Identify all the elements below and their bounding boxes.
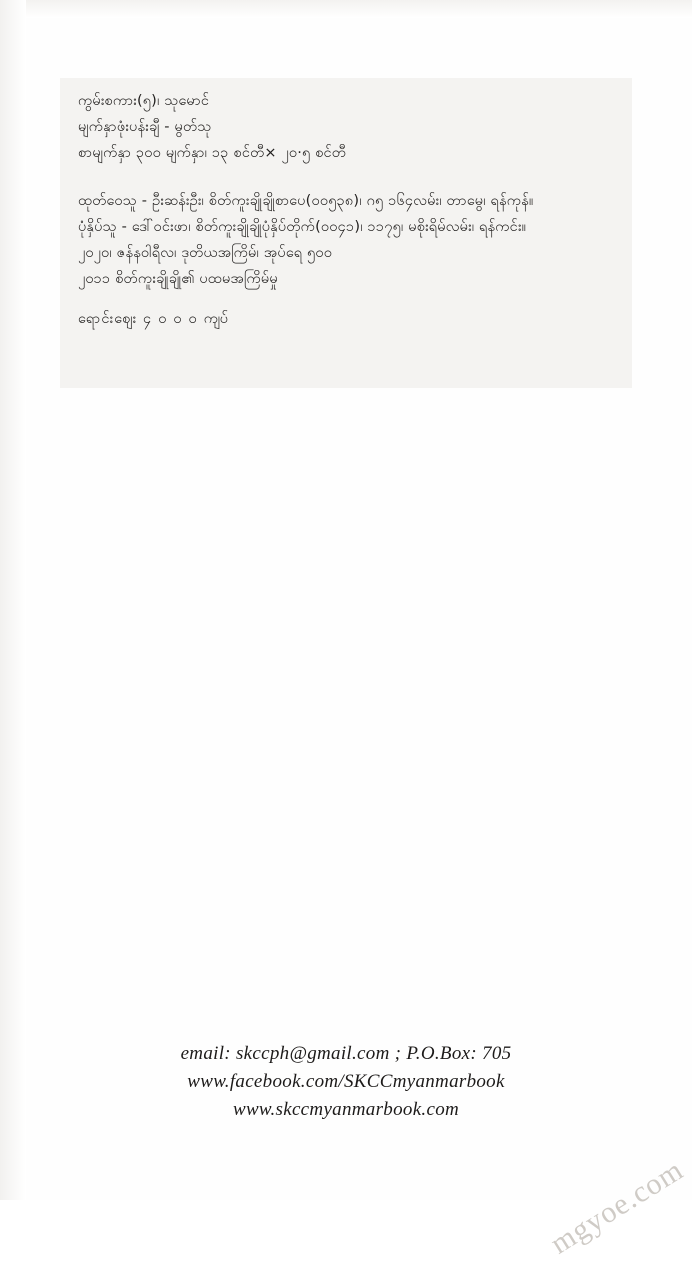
footer-facebook-line: www.facebook.com/SKCCmyanmarbook [187, 1071, 505, 1092]
page-left-shading [0, 0, 26, 1200]
colophon-spacer-2 [78, 292, 623, 306]
colophon-spacer-1 [78, 166, 623, 188]
page-top-shading [0, 0, 692, 18]
footer-contact-block [0, 1040, 692, 1124]
colophon-block [78, 88, 623, 332]
watermark-text: mgyoe.com [544, 1153, 690, 1261]
colophon-title-line: ကွမ်းစကား(၅)၊ သုမောင် [78, 93, 210, 109]
footer-email-line: email: skccph@gmail.com ; P.O.Box: 705 [180, 1043, 512, 1064]
colophon-first-edition-line: ၂၀၁၁ စိတ်ကူးချိုချို၏ ပထမအကြိမ်မှု [78, 271, 278, 287]
footer-website-line: www.skccmyanmarbook.com [232, 1099, 460, 1120]
colophon-cover-artist-line: မျက်နှာဖုံးပန်းချီ - မွတ်သု [78, 119, 212, 135]
colophon-publisher-line: ထုတ်ဝေသူ - ဦးဆန်းဦး၊ စိတ်ကူးချိုချိုစာပေ(၀၀၅၃၈)၊ ဂ၅ ၁၆၄လမ်း၊ တာမွေ၊ ရန်ကုန်။ [78, 193, 534, 209]
colophon-page-size-line: စာမျက်နှာ ၃၀၀ မျက်နှာ၊ ၁၃ စင်တီ× ၂၀·၅ စင်တီ [78, 145, 347, 161]
colophon-printer-line: ပုံနှိပ်သူ - ဒေါ်ဝင်းဖာ၊ စိတ်ကူးချိုချိုပုံနှိပ်တိုက်(၀၀၄၁)၊ ၁၁၇၅၊ မစိုးရိမ်လမ်း၊ ရန်ကင်း။ [78, 219, 527, 235]
colophon-edition-line: ၂၀၂၀၊ ဇန်နဝါရီလ၊ ဒုတိယအကြိမ်၊ အုပ်ရေ ၅၀၀ [78, 245, 333, 261]
colophon-price-line: ရောင်းဈေး ၄ ၀ ၀ ၀ ကျပ် [78, 311, 230, 327]
